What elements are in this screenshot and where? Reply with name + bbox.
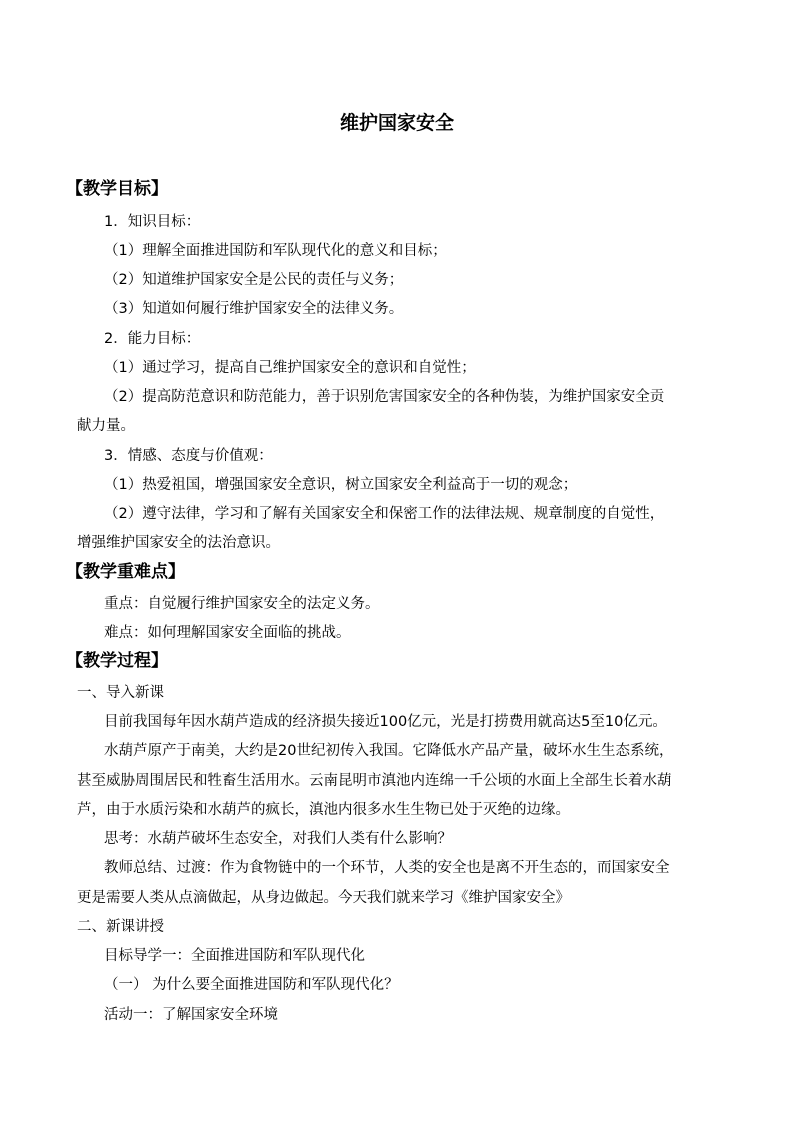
paragraph-line: 更是需要人类从点滴做起，从身边做起。今天我们就来学习《维护国家安全》: [77, 890, 570, 906]
paragraph-line: （2）知道维护国家安全是公民的责任与义务；: [104, 272, 404, 288]
section-heading-teaching-goals: 【教学目标】: [66, 179, 168, 199]
paragraph-line: 教师总结、过渡：作为食物链中的一个环节，人类的安全也是离不开生态的，而国家安全: [104, 860, 670, 876]
paragraph-line: 二、新课讲授: [77, 919, 164, 935]
paragraph-line: 难点：如何理解国家安全面临的挑战。: [104, 625, 351, 641]
document-title: 维护国家安全: [339, 112, 454, 134]
paragraph-line: 目前我国每年因水葫芦造成的经济损失接近100亿元，光是打捞费用就高达5至10亿元。: [104, 714, 667, 730]
paragraph-line: （1）通过学习，提高自己维护国家安全的意识和自觉性；: [104, 360, 476, 376]
paragraph-line: （1）热爱祖国，增强国家安全意识，树立国家安全利益高于一切的观念；: [104, 477, 578, 493]
paragraph-line: 水葫芦原产于南美，大约是20世纪初传入我国。它降低水产品产量，破坏水生生态系统，: [104, 743, 674, 759]
paragraph-line: 活动一：了解国家安全环境: [104, 1007, 278, 1023]
paragraph-line: 1．知识目标：: [104, 214, 201, 230]
section-heading-key-difficult-points: 【教学重难点】: [66, 562, 185, 582]
paragraph-line: 2．能力目标：: [104, 331, 201, 347]
paragraph-line: 思考：水葫芦破坏生态安全，对我们人类有什么影响？: [104, 831, 452, 847]
paragraph-line: （2）提高防范意识和防范能力，善于识别危害国家安全的各种伪装，为维护国家安全贡: [104, 389, 665, 405]
paragraph-line: （2）遵守法律，学习和了解有关国家安全和保密工作的法律法规、规章制度的自觉性，: [104, 506, 665, 522]
paragraph-line: （1）理解全面推进国防和军队现代化的意义和目标；: [104, 243, 447, 259]
paragraph-line: （3）知道如何履行维护国家安全的法律义务。: [104, 301, 404, 317]
paragraph-line: 献力量。: [77, 418, 135, 434]
section-heading-teaching-process: 【教学过程】: [66, 651, 168, 671]
paragraph-line: 目标导学一：全面推进国防和军队现代化: [104, 948, 365, 964]
paragraph-line: 重点：自觉履行维护国家安全的法定义务。: [104, 596, 380, 612]
paragraph-line: （一） 为什么要全面推进国防和军队现代化？: [104, 977, 399, 993]
paragraph-line: 甚至威胁周围居民和牲畜生活用水。云南昆明市滇池内连绵一千公顷的水面上全部生长着水葫: [77, 773, 672, 789]
paragraph-line: 3．情感、态度与价值观：: [104, 448, 273, 464]
paragraph-line: 芦，由于水质污染和水葫芦的疯长，滇池内很多水生生物已处于灭绝的边缘。: [77, 802, 570, 818]
paragraph-line: 增强维护国家安全的法治意识。: [77, 535, 280, 551]
paragraph-line: 一、导入新课: [77, 685, 164, 701]
